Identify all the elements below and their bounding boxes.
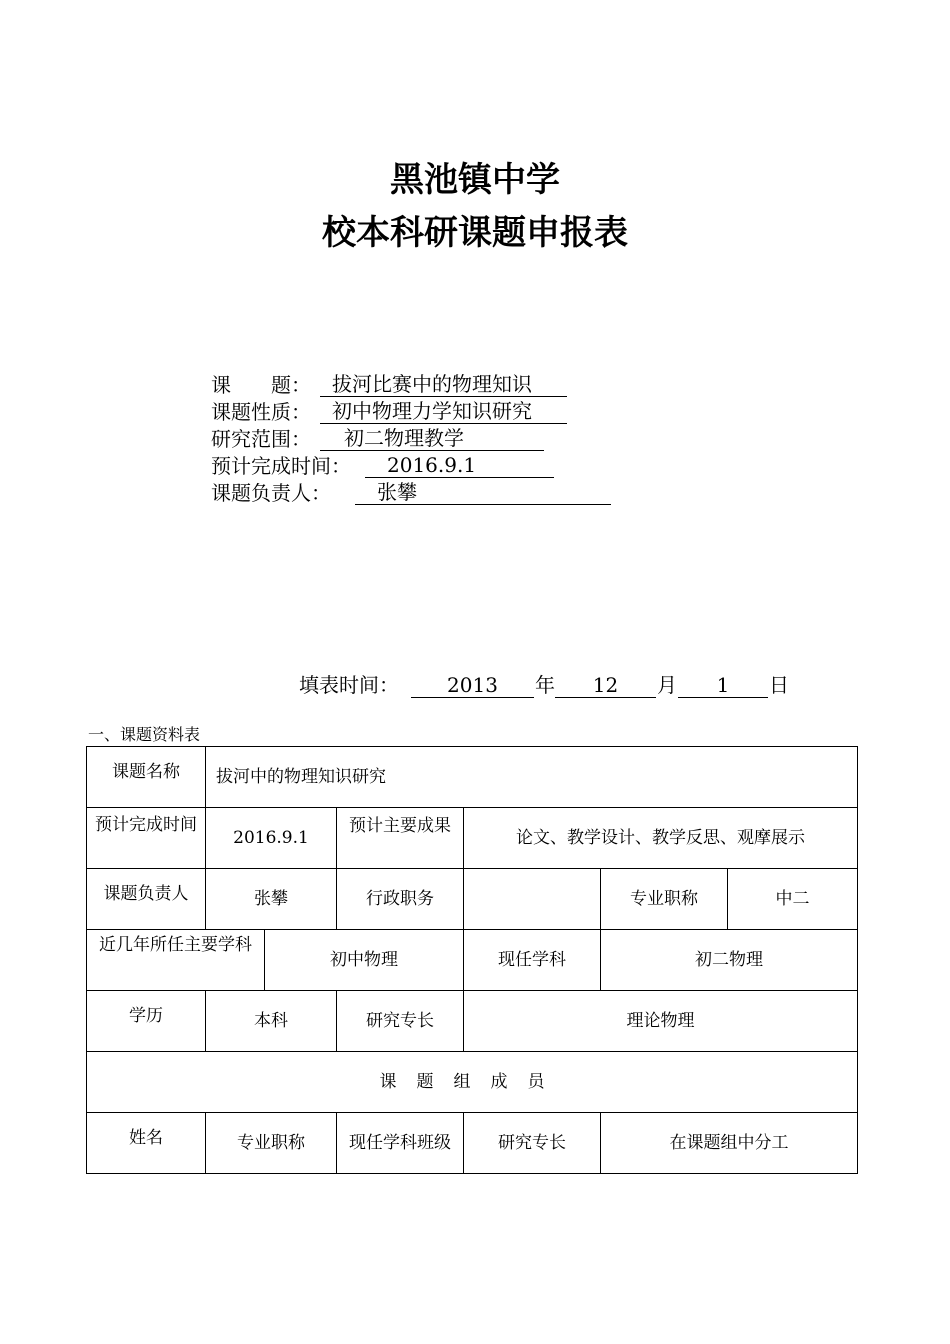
members-col-role: 在课题组中分工 — [601, 1113, 858, 1174]
info-deadline-value: 2016.9.1 — [387, 453, 477, 477]
members-col-specialty: 研究专长 — [464, 1113, 601, 1174]
info-scope-label: 研究范围： — [211, 427, 311, 451]
deadline-value: 2016.9.1 — [206, 808, 337, 869]
table-row — [87, 1113, 858, 1174]
leader-label: 课题负责人 — [87, 869, 206, 930]
info-nature-field — [320, 399, 567, 424]
table-row — [87, 747, 858, 808]
title-label: 专业职称 — [601, 869, 728, 930]
leader-value: 张攀 — [206, 869, 337, 930]
info-scope-value: 初二物理教学 — [344, 426, 464, 450]
education-label: 学历 — [87, 991, 206, 1052]
fill-date-month-unit: 月 — [657, 673, 677, 697]
members-header: 课题组成员 — [87, 1052, 858, 1113]
fill-date-label: 填表时间： — [299, 673, 399, 697]
info-leader-field — [355, 480, 611, 505]
info-deadline-label: 预计完成时间： — [211, 454, 351, 478]
info-topic-label: 课 题： — [211, 373, 311, 397]
fill-date-day: 1 — [678, 671, 768, 698]
table-row — [87, 991, 858, 1052]
results-value: 论文、教学设计、教学反思、观摩展示 — [464, 808, 858, 869]
table-row — [87, 930, 858, 991]
school-name: 黑池镇中学 — [390, 160, 560, 200]
results-label: 预计主要成果 — [337, 808, 464, 869]
section-title: 一、课题资料表 — [88, 725, 201, 744]
members-col-name: 姓名 — [87, 1113, 206, 1174]
info-topic-field — [320, 372, 567, 397]
deadline-label: 预计完成时间 — [87, 808, 206, 869]
topic-name-value: 拔河中的物理知识研究 — [206, 747, 858, 808]
current-subject-value: 初二物理 — [601, 930, 858, 991]
admin-label: 行政职务 — [337, 869, 464, 930]
table-row — [87, 808, 858, 869]
info-nature-value: 初中物理力学知识研究 — [332, 399, 532, 423]
title-value: 中二 — [728, 869, 858, 930]
members-col-subject-class: 现任学科班级 — [337, 1113, 464, 1174]
info-leader-value: 张攀 — [377, 480, 417, 504]
subject-value: 初中物理 — [265, 930, 464, 991]
topic-info-table — [86, 746, 858, 1174]
form-title: 校本科研课题申报表 — [322, 213, 628, 253]
current-subject-label: 现任学科 — [464, 930, 601, 991]
specialty-value: 理论物理 — [464, 991, 858, 1052]
subject-label: 近几年所任主要学科 — [87, 930, 265, 991]
fill-date-year: 2013 — [411, 671, 534, 698]
info-nature-label: 课题性质： — [211, 400, 311, 424]
table-row — [87, 1052, 858, 1113]
fill-date-day-unit: 日 — [769, 673, 789, 697]
fill-date-year-unit: 年 — [535, 673, 555, 697]
members-col-title: 专业职称 — [206, 1113, 337, 1174]
table-row — [87, 869, 858, 930]
info-deadline-field — [365, 453, 554, 478]
education-value: 本科 — [206, 991, 337, 1052]
info-scope-field — [320, 426, 544, 451]
info-leader-label: 课题负责人： — [211, 481, 331, 505]
specialty-label: 研究专长 — [337, 991, 464, 1052]
fill-date-month: 12 — [555, 671, 656, 698]
admin-value — [464, 869, 601, 930]
info-topic-value: 拔河比赛中的物理知识 — [332, 372, 532, 396]
topic-name-label: 课题名称 — [87, 747, 206, 808]
